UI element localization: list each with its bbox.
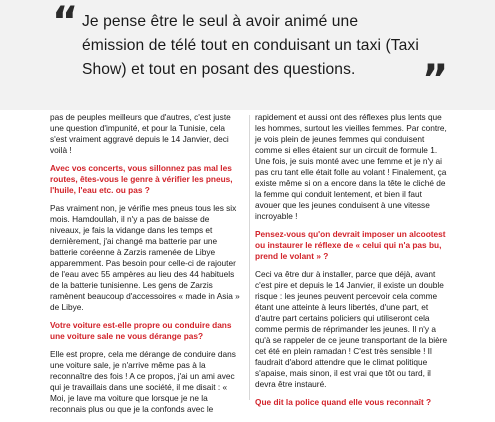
interview-question: Votre voiture est-elle propre ou conduire dans une voiture sale ne vous dérange pas? <box>50 320 232 341</box>
interview-question: Pensez-vous qu'on devrait imposer un alcootest ou instaurer le réflexe de « celui qui n'a pas bu, prend le volant » ? <box>255 229 446 261</box>
paragraph: Elle est propre, cela me dérange de conduire dans une voiture sale, je n'arrive même pas à la reconnaître des fois ! A ce propos, j'ai un ami avec qui je travaillais dans une société, il me disait : « Moi, je lave ma voiture que lorsque je ne la reconnais plus ou que je la confonds avec le <box>50 349 236 414</box>
close-quote-mark: ” <box>422 57 449 103</box>
pull-quote <box>0 0 495 110</box>
paragraph: rapidement et aussi ont des réflexes plus lents que les hommes, surtout les vieilles femmes. Par contre, je vois plein de jeunes femmes qui conduisent comme si elles étaient sur un circuit de formule 1. Une fois, je suis monté avec une femme et je n'y ai pas cru tant elle était folle au volant ! Finalement, ça existe même si on a encore dans la tête le cliché de la femme qui conduit lentement, et bien il faut avouer que les jeunes conduisent à une vitesse incroyable ! <box>255 112 447 221</box>
interview-question: Que dit la police quand elle vous reconnaît ? <box>255 397 432 407</box>
pull-quote-text: Je pense être le seul à avoir animé une émission de télé tout en conduisant un taxi (Taxi Show) et tout en posant des questions. <box>82 13 419 78</box>
paragraph: Ceci va être dur à installer, parce que déjà, avant c'est pire et depuis le 14 Janvier, il existe un double risque : les jeunes peuvent percevoir cela comme étant une atteinte à leurs libertés, d'une part, et d'autre part certains policiers qui utiliseront cela comme permis de réprimander les jeunes. Il n'y a qu'à se rappeler de ce jeune transportant de la bière cet été en plein ramadan ! C'est très sensible ! Il faudrait d'abord attendre que le climat politique s'apaise, mais sinon, il est vrai que tôt ou tard, il devra être instauré. <box>255 269 448 389</box>
interview-question: Avec vos concerts, vous sillonnez pas mal les routes, êtes-vous le genre à vérifier les pneus, l'huile, l'eau etc. ou pas ? <box>50 163 233 195</box>
paragraph: pas de peuples meilleurs que d'autres, c'est juste une question d'impunité, et pour la Tunisie, cela s'est vraiment aggravé depuis le 14 Janvier, deci voilà ! <box>50 112 231 155</box>
column-divider <box>249 115 250 400</box>
paragraph: Pas vraiment non, je vérifie mes pneus tous les six mois. Hamdoullah, il n'y a pas de baisse de niveaux, je fais la vidange dans les temps et dernièrement, j'ai changé ma batterie par une batterie coréenne à Zarzis ramenée de Libye apparemment. Pas besoin pour celle-ci de rajouter de l'eau avec 55 ampères au lieu des 44 habituels de la batterie tunisienne. Les gens de Zarzis ramènent beaucoup d'accessoires « made in Asia » de Libye. <box>50 203 240 312</box>
open-quote-mark: “ <box>52 0 79 45</box>
right-column <box>255 112 448 415</box>
left-column <box>50 112 242 422</box>
